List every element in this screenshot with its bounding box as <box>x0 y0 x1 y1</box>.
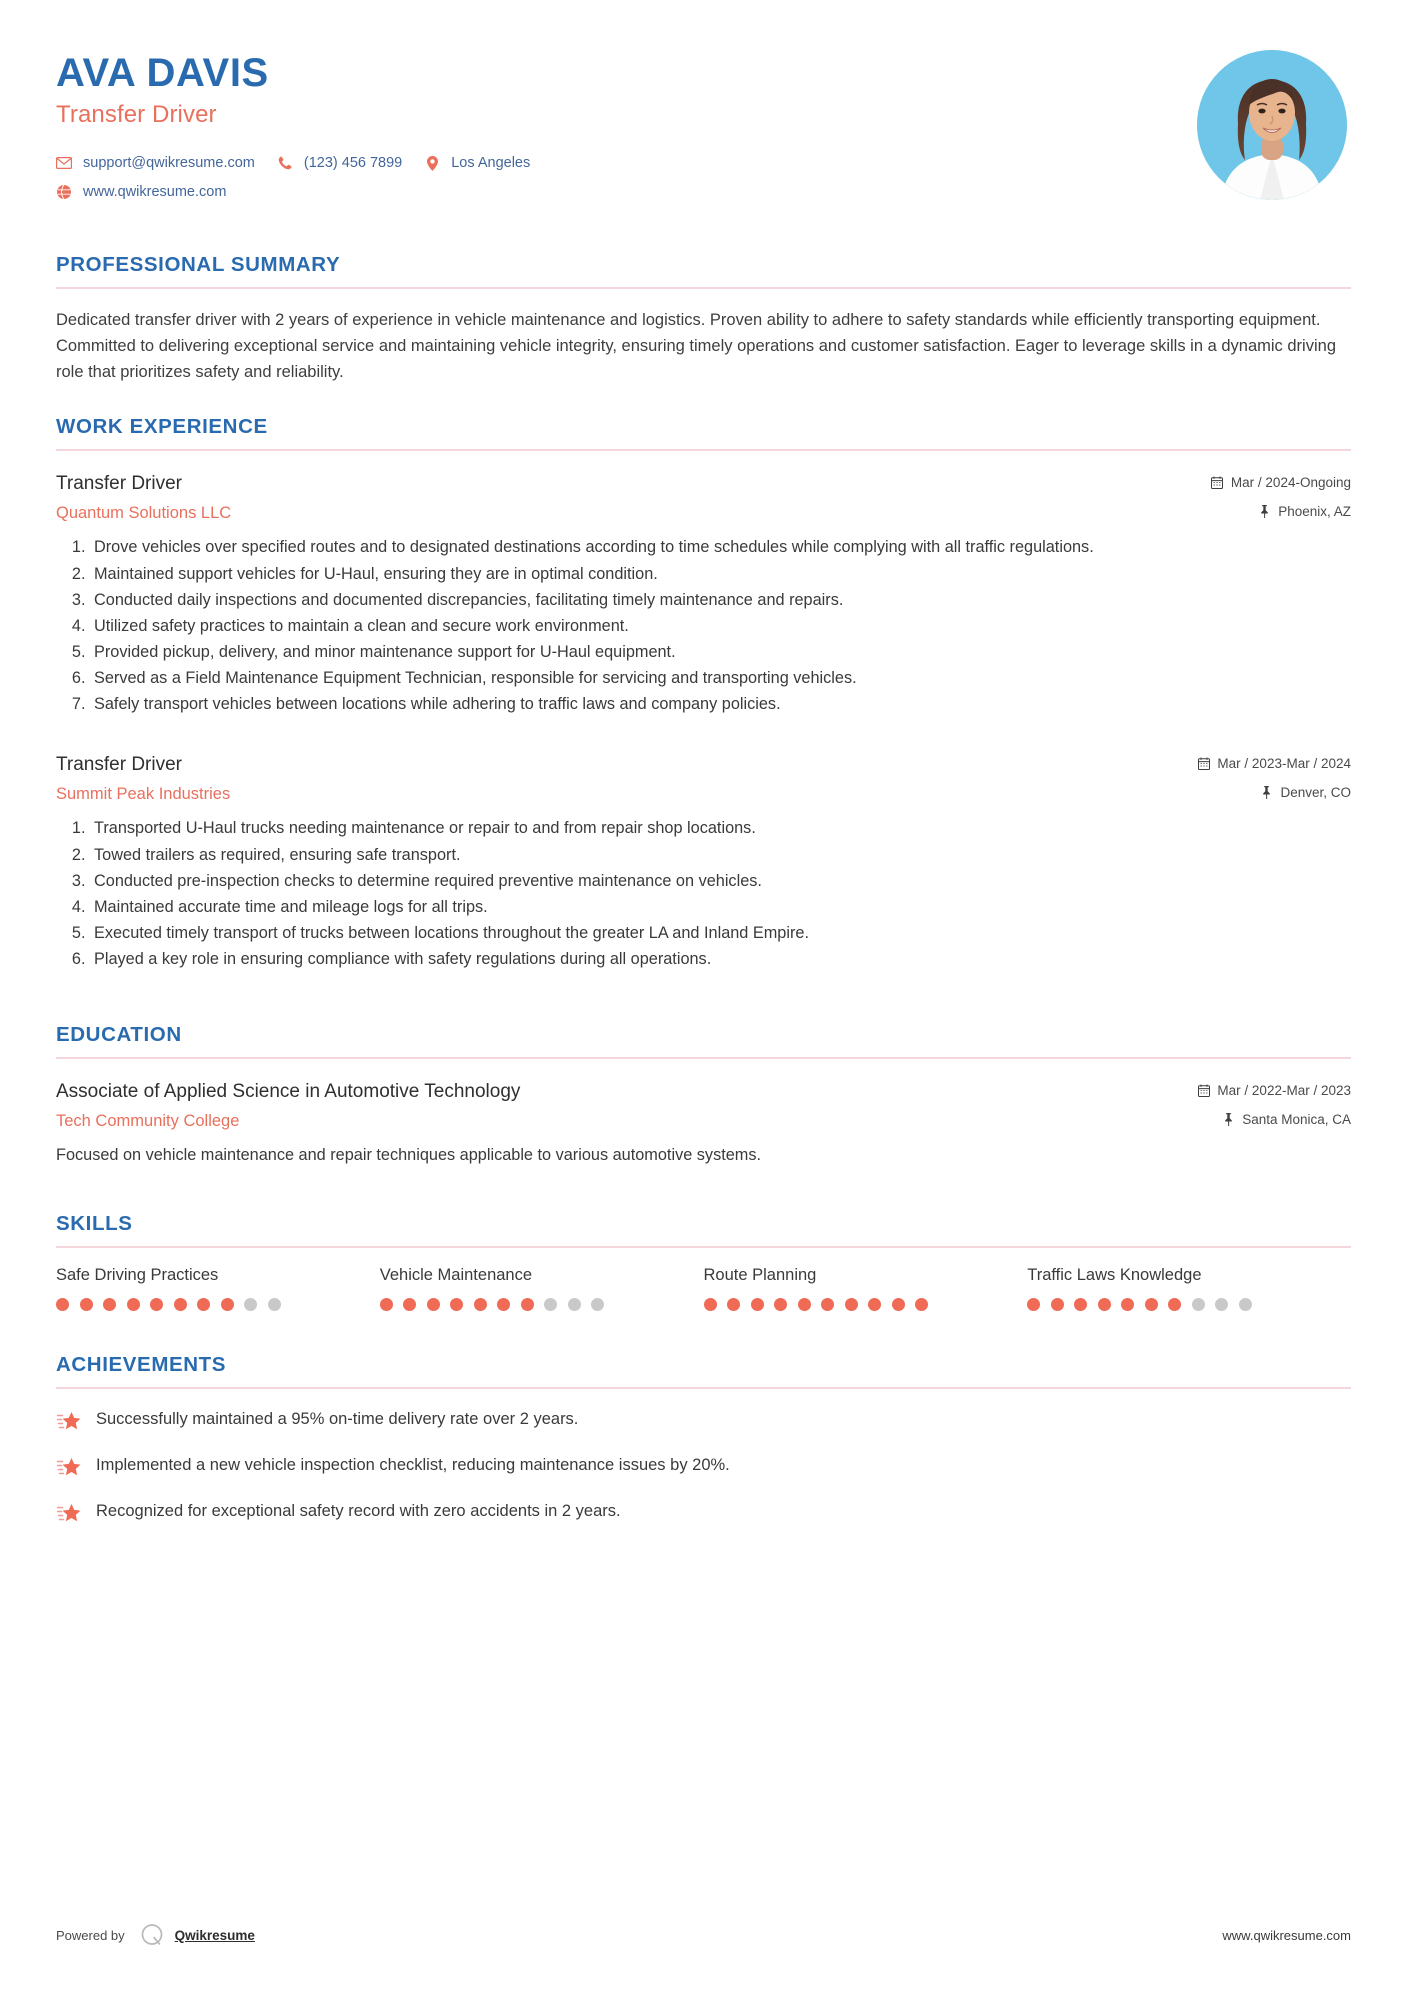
section-title-experience: WORK EXPERIENCE <box>56 415 268 439</box>
achievement-item <box>56 1409 1351 1434</box>
skill-dot-filled <box>774 1298 787 1311</box>
experience-job-title: Transfer Driver <box>56 473 182 495</box>
globe-icon <box>56 184 72 200</box>
education-dates <box>1197 1083 1351 1098</box>
list-item: 1. Transported U-Haul trucks needing maintenance or repair to and from repair shop locations. <box>90 817 1351 840</box>
experience-bullets <box>56 817 1351 971</box>
contact-website[interactable] <box>56 184 226 200</box>
star-burst-icon <box>56 1456 82 1480</box>
map-pin-icon <box>424 155 440 171</box>
section-title-achievements: ACHIEVEMENTS <box>56 1352 227 1376</box>
skill-dot-filled <box>103 1298 116 1311</box>
section-divider <box>56 1057 1351 1059</box>
header-left <box>56 46 1197 213</box>
contact-location <box>424 155 530 171</box>
experience-dates <box>1197 756 1351 771</box>
page-title: AVA DAVIS <box>56 51 269 95</box>
skill-dot-filled <box>474 1298 487 1311</box>
skill-dot-filled <box>174 1298 187 1311</box>
skill-dot-empty <box>568 1298 581 1311</box>
skill-dot-filled <box>1027 1298 1040 1311</box>
powered-by-label: Powered by <box>56 1927 125 1943</box>
section-skills <box>56 1212 1351 1311</box>
contact-row-primary <box>56 155 1197 171</box>
list-item: 4. Maintained accurate time and mileage logs for all trips. <box>90 896 1351 919</box>
envelope-icon <box>56 155 72 171</box>
experience-location-text: Phoenix, AZ <box>1278 504 1351 520</box>
skill-dot-filled <box>1074 1298 1087 1311</box>
skill-dot-filled <box>821 1298 834 1311</box>
education-degree: Associate of Applied Science in Automotive Technology <box>56 1081 521 1103</box>
skill-dot-empty <box>591 1298 604 1311</box>
list-item: 5. Provided pickup, delivery, and minor maintenance support for U-Haul equipment. <box>90 641 1351 664</box>
skill-rating <box>56 1298 356 1311</box>
calendar-icon <box>1211 476 1224 490</box>
skill-dot-empty <box>544 1298 557 1311</box>
skill-dot-filled <box>751 1298 764 1311</box>
skill-dot-filled <box>497 1298 510 1311</box>
section-achievements <box>56 1353 1351 1526</box>
job-title-subtitle: Transfer Driver <box>56 101 217 129</box>
star-burst-icon <box>56 1410 82 1434</box>
achievement-text: Implemented a new vehicle inspection checklist, reducing maintenance issues by 20%. <box>96 1455 730 1474</box>
experience-bullets <box>56 536 1351 716</box>
experience-entry-header <box>56 473 1351 495</box>
achievement-item <box>56 1455 1351 1480</box>
skill-dot-filled <box>1168 1298 1181 1311</box>
contact-block <box>56 155 1197 200</box>
page-footer <box>0 1922 1407 1948</box>
skill-dot-filled <box>197 1298 210 1311</box>
list-item: 4. Utilized safety practices to maintain a clean and secure work environment. <box>90 615 1351 638</box>
skill-dot-filled <box>868 1298 881 1311</box>
skill-dot-filled <box>380 1298 393 1311</box>
skill-dot-empty <box>1215 1298 1228 1311</box>
list-item: 3. Conducted daily inspections and documented discrepancies, facilitating timely maintenance and repairs. <box>90 589 1351 612</box>
section-title-summary: PROFESSIONAL SUMMARY <box>56 253 341 277</box>
experience-entry-header <box>56 754 1351 776</box>
section-title-skills: SKILLS <box>56 1211 133 1235</box>
skill-item <box>1027 1266 1351 1311</box>
skill-dot-empty <box>1192 1298 1205 1311</box>
skill-dot-empty <box>1239 1298 1252 1311</box>
skill-dot-filled <box>915 1298 928 1311</box>
contact-email[interactable] <box>56 155 255 171</box>
list-item: 3. Conducted pre-inspection checks to determine required preventive maintenance on vehicles. <box>90 870 1351 893</box>
contact-website-text: www.qwikresume.com <box>83 184 227 201</box>
footer-url: www.qwikresume.com <box>1222 1927 1351 1943</box>
experience-job-title: Transfer Driver <box>56 754 182 776</box>
list-item: 6. Played a key role in ensuring compliance with safety regulations during all operations. <box>90 948 1351 971</box>
pin-icon <box>1258 505 1271 519</box>
calendar-icon <box>1197 1084 1210 1098</box>
skill-dot-empty <box>244 1298 257 1311</box>
list-item: 2. Maintained support vehicles for U-Haul, ensuring they are in optimal condition. <box>90 563 1351 586</box>
skill-rating <box>704 1298 1004 1311</box>
list-item: 1. Drove vehicles over specified routes and to designated destinations according to time schedules while complying with all traffic regulations. <box>90 536 1351 559</box>
skill-dot-filled <box>892 1298 905 1311</box>
education-location-text: Santa Monica, CA <box>1242 1112 1351 1128</box>
section-divider <box>56 1246 1351 1248</box>
skill-dot-filled <box>1051 1298 1064 1311</box>
experience-entry <box>56 473 1351 716</box>
experience-company: Summit Peak Industries <box>56 785 231 804</box>
achievement-item <box>56 1501 1351 1526</box>
calendar-icon <box>1197 757 1210 771</box>
skill-dot-filled <box>150 1298 163 1311</box>
pin-icon <box>1260 786 1273 800</box>
skill-item <box>56 1266 380 1311</box>
star-burst-icon <box>56 1502 82 1526</box>
contact-row-website <box>56 184 1197 200</box>
skill-rating <box>1027 1298 1327 1311</box>
skill-dot-filled <box>80 1298 93 1311</box>
education-school: Tech Community College <box>56 1112 240 1131</box>
list-item: 5. Executed timely transport of trucks between locations throughout the greater LA and Inland Empire. <box>90 922 1351 945</box>
skill-dot-filled <box>403 1298 416 1311</box>
achievement-text: Successfully maintained a 95% on-time delivery rate over 2 years. <box>96 1409 579 1428</box>
skill-rating <box>380 1298 680 1311</box>
skill-dot-filled <box>1145 1298 1158 1311</box>
avatar-photo <box>1197 50 1347 200</box>
pin-icon <box>1222 1113 1235 1127</box>
skill-dot-filled <box>450 1298 463 1311</box>
education-description: Focused on vehicle maintenance and repair techniques applicable to various automotive systems. <box>56 1146 762 1165</box>
skill-dot-filled <box>1098 1298 1111 1311</box>
phone-icon <box>277 155 293 171</box>
education-location <box>1222 1112 1351 1127</box>
experience-dates <box>1211 475 1351 490</box>
experience-location-text: Denver, CO <box>1280 785 1351 801</box>
experience-entry-subheader <box>56 504 1351 523</box>
section-divider <box>56 1387 1351 1389</box>
skill-dot-filled <box>845 1298 858 1311</box>
skill-item <box>704 1266 1028 1311</box>
list-item: 7. Safely transport vehicles between locations while adhering to traffic laws and company policies. <box>90 693 1351 716</box>
list-item: 6. Served as a Field Maintenance Equipment Technician, responsible for servicing and transporting vehicles. <box>90 667 1351 690</box>
skill-dot-filled <box>798 1298 811 1311</box>
contact-phone-text: (123) 456 7899 <box>303 155 403 172</box>
experience-location <box>1258 504 1351 519</box>
skill-dot-filled <box>704 1298 717 1311</box>
avatar <box>1197 50 1347 200</box>
section-divider <box>56 449 1351 451</box>
skill-dot-filled <box>221 1298 234 1311</box>
qwikresume-link[interactable]: Qwikresume <box>174 1927 255 1943</box>
education-entry-subheader <box>56 1112 1351 1131</box>
section-professional-summary <box>56 253 1351 385</box>
skill-dot-filled <box>127 1298 140 1311</box>
section-education <box>56 1023 1351 1168</box>
skill-dot-filled <box>1121 1298 1134 1311</box>
section-work-experience <box>56 415 1351 971</box>
education-entry <box>56 1081 1351 1168</box>
skill-label: Safe Driving Practices <box>56 1265 219 1284</box>
achievements-list <box>56 1409 1351 1526</box>
skill-label: Route Planning <box>703 1265 817 1284</box>
powered-by <box>56 1922 255 1948</box>
skill-dot-filled <box>727 1298 740 1311</box>
skill-dot-filled <box>521 1298 534 1311</box>
contact-location-text: Los Angeles <box>451 155 531 172</box>
skill-label: Vehicle Maintenance <box>379 1265 533 1284</box>
experience-dates-text: Mar / 2024-Ongoing <box>1230 475 1351 491</box>
list-item: 2. Towed trailers as required, ensuring safe transport. <box>90 844 1351 867</box>
contact-email-text: support@qwikresume.com <box>83 155 255 172</box>
experience-location <box>1260 785 1351 800</box>
education-dates-text: Mar / 2022-Mar / 2023 <box>1217 1083 1351 1099</box>
skill-dot-filled <box>427 1298 440 1311</box>
experience-company: Quantum Solutions LLC <box>56 504 232 523</box>
section-title-education: EDUCATION <box>56 1023 182 1047</box>
skill-dot-empty <box>268 1298 281 1311</box>
resume-header <box>56 46 1351 223</box>
contact-phone[interactable] <box>277 155 402 171</box>
experience-entry <box>56 754 1351 971</box>
education-entry-header <box>56 1081 1351 1103</box>
skill-item <box>380 1266 704 1311</box>
achievement-text: Recognized for exceptional safety record with zero accidents in 2 years. <box>96 1501 621 1520</box>
qwikresume-logo-icon <box>139 1922 165 1948</box>
summary-text: Dedicated transfer driver with 2 years of experience in vehicle maintenance and logistics. Proven ability to adhere to safety standards while efficiently transporting equipment. Committed to delivering exceptional service and maintaining vehicle integrity, ensuring timely operations and customer satisfaction. Eager to leverage skills in a dynamic driving role that prioritizes safety and reliability. <box>56 311 1336 381</box>
section-divider <box>56 287 1351 289</box>
experience-dates-text: Mar / 2023-Mar / 2024 <box>1217 756 1351 772</box>
experience-entry-subheader <box>56 785 1351 804</box>
skill-dot-filled <box>56 1298 69 1311</box>
skill-label: Traffic Laws Knowledge <box>1027 1265 1202 1284</box>
skills-grid <box>56 1266 1351 1311</box>
